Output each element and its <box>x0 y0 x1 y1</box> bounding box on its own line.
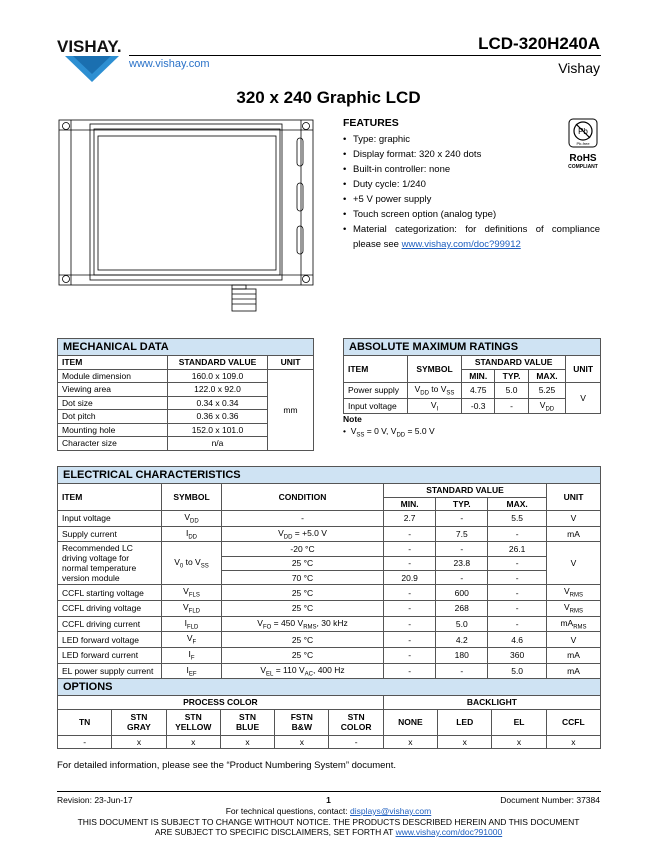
col-header: UNIT <box>566 356 601 383</box>
rohs-label: RoHS <box>569 153 597 164</box>
lcd-module-drawing <box>57 118 315 314</box>
col-header: UNIT <box>268 356 314 370</box>
cell: 4.6 <box>488 632 547 648</box>
cell: 4.75 <box>462 383 495 399</box>
disclaimer-link[interactable]: www.vishay.com/doc?91000 <box>395 827 503 837</box>
svg-text:Pb-free: Pb-free <box>576 141 590 146</box>
table-row <box>58 601 601 617</box>
cell: - <box>436 542 488 556</box>
cell: 7.5 <box>436 526 488 542</box>
header-rule <box>129 55 601 56</box>
symbol-cell: $V_F$ <box>162 632 222 648</box>
cell: - <box>329 735 383 749</box>
table-row <box>344 383 601 399</box>
rohs-compliant: COMPLIANT <box>568 164 598 170</box>
cell: - <box>384 542 436 556</box>
col-header: UNIT <box>547 484 601 511</box>
col-header: FSTN B&W <box>275 709 329 735</box>
cell: - <box>488 526 547 542</box>
cell: $V_{DD}$ <box>528 398 566 414</box>
cell: 4.2 <box>436 632 488 648</box>
note-text: • $V_{SS} = 0$ V, $V_{DD} = 5.0$ V <box>343 426 435 439</box>
symbol-cell: $I_{EF}$ <box>162 663 222 679</box>
cell: Input voltage <box>344 398 408 414</box>
cell: Input voltage <box>58 511 162 527</box>
feature-item: • Duty cycle: 1/240 <box>343 177 600 192</box>
cell: x <box>492 735 546 749</box>
cell: 600 <box>436 585 488 601</box>
part-number: LCD-320H240A <box>478 34 600 53</box>
cell: Supply current <box>58 526 162 542</box>
col-header: SYMBOL <box>408 356 462 383</box>
cell: EL power supply current <box>58 663 162 679</box>
cell: x <box>383 735 437 749</box>
cell: Viewing area <box>58 383 168 397</box>
cell: Power supply <box>344 383 408 399</box>
detail-note: For detailed information, please see the “Product Numbering System” document. <box>57 760 396 771</box>
symbol-cell: $V_{DD}$ to $V_{SS}$ <box>408 383 462 399</box>
header-url-link[interactable]: www.vishay.com <box>129 58 210 70</box>
cell: 360 <box>488 648 547 664</box>
cell: 152.0 x 101.0 <box>168 423 268 437</box>
col-header: EL <box>492 709 546 735</box>
note-title: Note <box>343 414 362 424</box>
cell: CCFL driving voltage <box>58 601 162 617</box>
cell: 5.5 <box>488 511 547 527</box>
col-header: STN YELLOW <box>166 709 220 735</box>
vishay-logo <box>57 30 127 82</box>
cell: -20 °C <box>222 542 384 556</box>
features-heading: FEATURES <box>343 117 399 129</box>
symbol-cell: $I_{FLD}$ <box>162 616 222 632</box>
col-header: TYP. <box>495 369 528 383</box>
unit-cell: V <box>566 383 601 414</box>
cell: 122.0 x 92.0 <box>168 383 268 397</box>
group-header: PROCESS COLOR <box>58 696 384 710</box>
feature-item: • Type: graphic <box>343 132 600 147</box>
table-row <box>58 735 601 749</box>
cell: - <box>384 616 436 632</box>
cell: mA <box>547 663 601 679</box>
cell: 25 °C <box>222 632 384 648</box>
col-header: TYP. <box>436 497 488 511</box>
symbol-cell: $V_I$ <box>408 398 462 414</box>
col-header: STANDARD VALUE <box>384 484 547 498</box>
cell: - <box>58 735 112 749</box>
cell: mA <box>547 526 601 542</box>
disclaimer-line-2 <box>0 827 657 837</box>
col-header: MAX. <box>528 369 566 383</box>
col-header: STN BLUE <box>220 709 274 735</box>
cell: Recommended LC driving voltage for normal temperature version module <box>58 542 162 585</box>
cell: - <box>384 526 436 542</box>
symbol-cell: $V_{FLS}$ <box>162 585 222 601</box>
cell: Character size <box>58 437 168 451</box>
footer-contact <box>0 806 657 816</box>
absolute-max-ratings-table <box>343 338 601 414</box>
cell: 5.0 <box>436 616 488 632</box>
symbol-cell: $I_{DD}$ <box>162 526 222 542</box>
cell: - <box>384 601 436 617</box>
footer-rule <box>57 791 601 792</box>
cell: 5.0 <box>488 663 547 679</box>
cell: x <box>166 735 220 749</box>
doc-number: Document Number: 37384 <box>500 795 600 805</box>
cell: n/a <box>168 437 268 451</box>
questions-text: For technical questions, contact: <box>225 806 348 816</box>
page-number: 1 <box>326 795 331 805</box>
col-header: CONDITION <box>222 484 384 511</box>
table-row <box>58 663 601 679</box>
cell: $V_{FO} = 450$ $V_{RMS}$, 30 kHz <box>222 616 384 632</box>
col-header: MAX. <box>488 497 547 511</box>
col-header: STANDARD VALUE <box>462 356 566 370</box>
unit-cell: $V_{RMS}$ <box>547 601 601 617</box>
col-header: LED <box>438 709 492 735</box>
company-name: Vishay <box>558 60 600 76</box>
cell: 25 °C <box>222 585 384 601</box>
cell: 23.8 <box>436 556 488 570</box>
cell: -0.3 <box>462 398 495 414</box>
cell: 25 °C <box>222 556 384 570</box>
electrical-characteristics-table <box>57 466 601 680</box>
cell: 20.9 <box>384 571 436 585</box>
cell: - <box>495 398 528 414</box>
unit-cell: $mA_{RMS}$ <box>547 616 601 632</box>
cell: - <box>384 585 436 601</box>
revision: Revision: 23-Jun-17 <box>57 795 133 805</box>
col-header: CCFL <box>546 709 600 735</box>
cell: - <box>436 571 488 585</box>
cell: x <box>438 735 492 749</box>
cell: - <box>436 511 488 527</box>
cell: Dot size <box>58 396 168 410</box>
cell: 0.36 x 0.36 <box>168 410 268 424</box>
features-list <box>343 132 600 252</box>
cell: LED forward voltage <box>58 632 162 648</box>
email-link[interactable]: displays@vishay.com <box>350 806 432 816</box>
material-text: Material categorization: for definitions of compliance please see <box>353 224 600 250</box>
feature-item <box>343 222 600 252</box>
cell: - <box>384 632 436 648</box>
col-header: TN <box>58 709 112 735</box>
cell: CCFL starting voltage <box>58 585 162 601</box>
table-row <box>58 511 601 527</box>
cell: $V_{EL} = 110$ $V_{AC}$, 400 Hz <box>222 663 384 679</box>
mechanical-data-table <box>57 338 314 451</box>
mechanical-title: MECHANICAL DATA <box>58 339 314 356</box>
unit-cell: $V_{RMS}$ <box>547 585 601 601</box>
table-row <box>58 648 601 664</box>
cell: mA <box>547 648 601 664</box>
cell: CCFL driving current <box>58 616 162 632</box>
cell: V <box>547 542 601 585</box>
cell: LED forward current <box>58 648 162 664</box>
cell: - <box>384 663 436 679</box>
symbol-cell: $V_{FLD}$ <box>162 601 222 617</box>
table-row <box>58 542 601 556</box>
cell: - <box>384 648 436 664</box>
col-header: MIN. <box>462 369 495 383</box>
cell: 5.25 <box>528 383 566 399</box>
cell: - <box>488 556 547 570</box>
cell: V <box>547 511 601 527</box>
options-title: OPTIONS <box>58 679 601 696</box>
cell: 268 <box>436 601 488 617</box>
feature-item: • Built-in controller: none <box>343 162 600 177</box>
symbol-cell: $V_0$ to $V_{SS}$ <box>162 542 222 585</box>
cell: 25 °C <box>222 648 384 664</box>
col-header: SYMBOL <box>162 484 222 511</box>
table-row <box>58 585 601 601</box>
options-table <box>57 678 601 749</box>
cell: $V_{DD} = +5.0$ V <box>222 526 384 542</box>
electrical-title: ELECTRICAL CHARACTERISTICS <box>58 467 601 484</box>
cell: 26.1 <box>488 542 547 556</box>
cell: x <box>112 735 166 749</box>
symbol-cell: $V_{DD}$ <box>162 511 222 527</box>
disclaimer-text: ARE SUBJECT TO SPECIFIC DISCLAIMERS, SET FORTH AT <box>154 827 394 837</box>
cell: 25 °C <box>222 601 384 617</box>
cell: 5.0 <box>495 383 528 399</box>
col-header: STN COLOR <box>329 709 383 735</box>
absolute-title: ABSOLUTE MAXIMUM RATINGS <box>344 339 601 356</box>
cell: - <box>488 601 547 617</box>
cell: 70 °C <box>222 571 384 585</box>
feature-item: • +5 V power supply <box>343 192 600 207</box>
table-row <box>58 526 601 542</box>
table-row <box>344 398 601 414</box>
col-header: ITEM <box>58 484 162 511</box>
cell: x <box>220 735 274 749</box>
col-header: MIN. <box>384 497 436 511</box>
cell: 2.7 <box>384 511 436 527</box>
cell: - <box>384 556 436 570</box>
feature-item: • Display format: 320 x 240 dots <box>343 147 600 162</box>
unit-cell: mm <box>268 369 314 450</box>
col-header: ITEM <box>344 356 408 383</box>
cell: x <box>546 735 600 749</box>
col-header: STN GRAY <box>112 709 166 735</box>
pb-free-icon <box>568 118 598 148</box>
cell: 180 <box>436 648 488 664</box>
cell: V <box>547 632 601 648</box>
cell: - <box>488 585 547 601</box>
table-row <box>58 369 314 383</box>
disclaimer-line-1: THIS DOCUMENT IS SUBJECT TO CHANGE WITHOUT NOTICE. THE PRODUCTS DESCRIBED HEREIN AND THIS DOCUMENT <box>77 817 580 827</box>
page-title: 320 x 240 Graphic LCD <box>236 88 421 107</box>
cell: 160.0 x 109.0 <box>168 369 268 383</box>
cell: Mounting hole <box>58 423 168 437</box>
col-header: STANDARD VALUE <box>168 356 268 370</box>
col-header: NONE <box>383 709 437 735</box>
cell: - <box>436 663 488 679</box>
cell: Module dimension <box>58 369 168 383</box>
material-link[interactable]: www.vishay.com/doc?99912 <box>401 239 521 250</box>
col-header: ITEM <box>58 356 168 370</box>
svg-text:Pb: Pb <box>578 127 588 136</box>
cell: - <box>222 511 384 527</box>
cell: Dot pitch <box>58 410 168 424</box>
group-header: BACKLIGHT <box>383 696 600 710</box>
table-row <box>58 632 601 648</box>
cell: - <box>488 571 547 585</box>
cell: x <box>275 735 329 749</box>
symbol-cell: $I_F$ <box>162 648 222 664</box>
cell: 0.34 x 0.34 <box>168 396 268 410</box>
table-row <box>58 616 601 632</box>
feature-item: • Touch screen option (analog type) <box>343 207 600 222</box>
rohs-badge <box>565 118 601 178</box>
logo-text: VISHAY. <box>57 37 122 56</box>
cell: - <box>488 616 547 632</box>
